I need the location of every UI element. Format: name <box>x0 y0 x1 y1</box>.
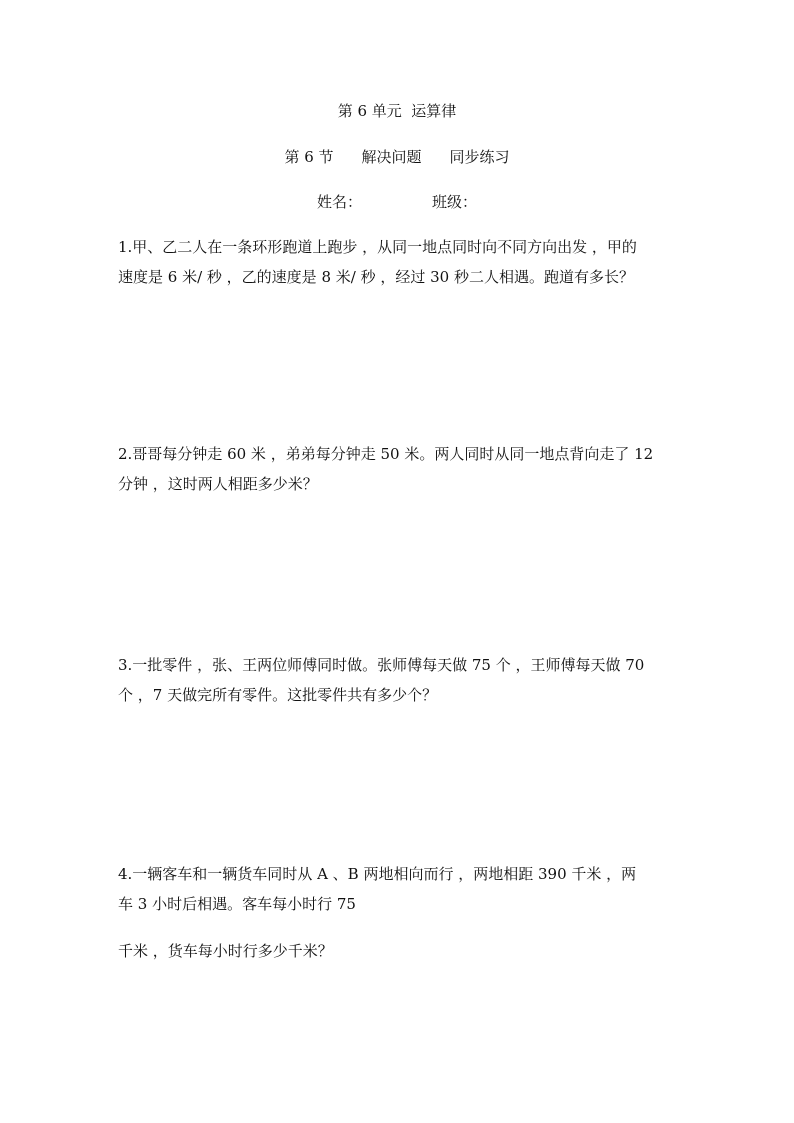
section-type: 同步练习 <box>449 148 510 166</box>
question-4-continuation: 千米 ，货车每小时行多少千米？ <box>118 942 333 960</box>
class-label: 班级： <box>432 193 478 211</box>
question-3 <box>118 650 678 710</box>
question-line: 2.哥哥每分钟走 60 米 ，弟弟每分钟走 50 米。两人同时从同一地点背向走了 12 <box>118 445 654 463</box>
question-line: 车 3 小时后相遇。客车每小时行 75 <box>118 895 356 913</box>
section-subtitle <box>0 146 794 168</box>
section-number: 第 6 节 <box>284 148 334 166</box>
question-line: 3.一批零件 ，张、王两位师傅同时做。张师傅每天做 75 个 ，王师傅每天做 70 <box>118 656 645 674</box>
question-line: 分钟 ，这时两人相距多少米？ <box>118 475 318 493</box>
question-4 <box>118 859 678 919</box>
name-label: 姓名： <box>316 193 362 211</box>
question-2 <box>118 439 678 499</box>
question-line: 速度是 6 米/ 秒 ，乙的速度是 8 米/ 秒 ，经过 30 秒二人相遇。跑道有多长？ <box>118 268 634 286</box>
page-title: 第 6 单元 运算律 <box>337 102 457 120</box>
question-1 <box>118 232 678 292</box>
question-line: 个 ，7 天做完所有零件。这批零件共有多少个？ <box>118 686 438 704</box>
question-line: 1.甲、乙二人在一条环形跑道上跑步 ，从同一地点同时向不同方向出发 ，甲的 <box>118 238 637 256</box>
question-line: 4.一辆客车和一辆货车同时从 A 、B 两地相向而行 ，两地相距 390 千米 ，两 <box>118 865 637 883</box>
student-info-row <box>0 191 794 213</box>
section-topic: 解决问题 <box>361 148 422 166</box>
